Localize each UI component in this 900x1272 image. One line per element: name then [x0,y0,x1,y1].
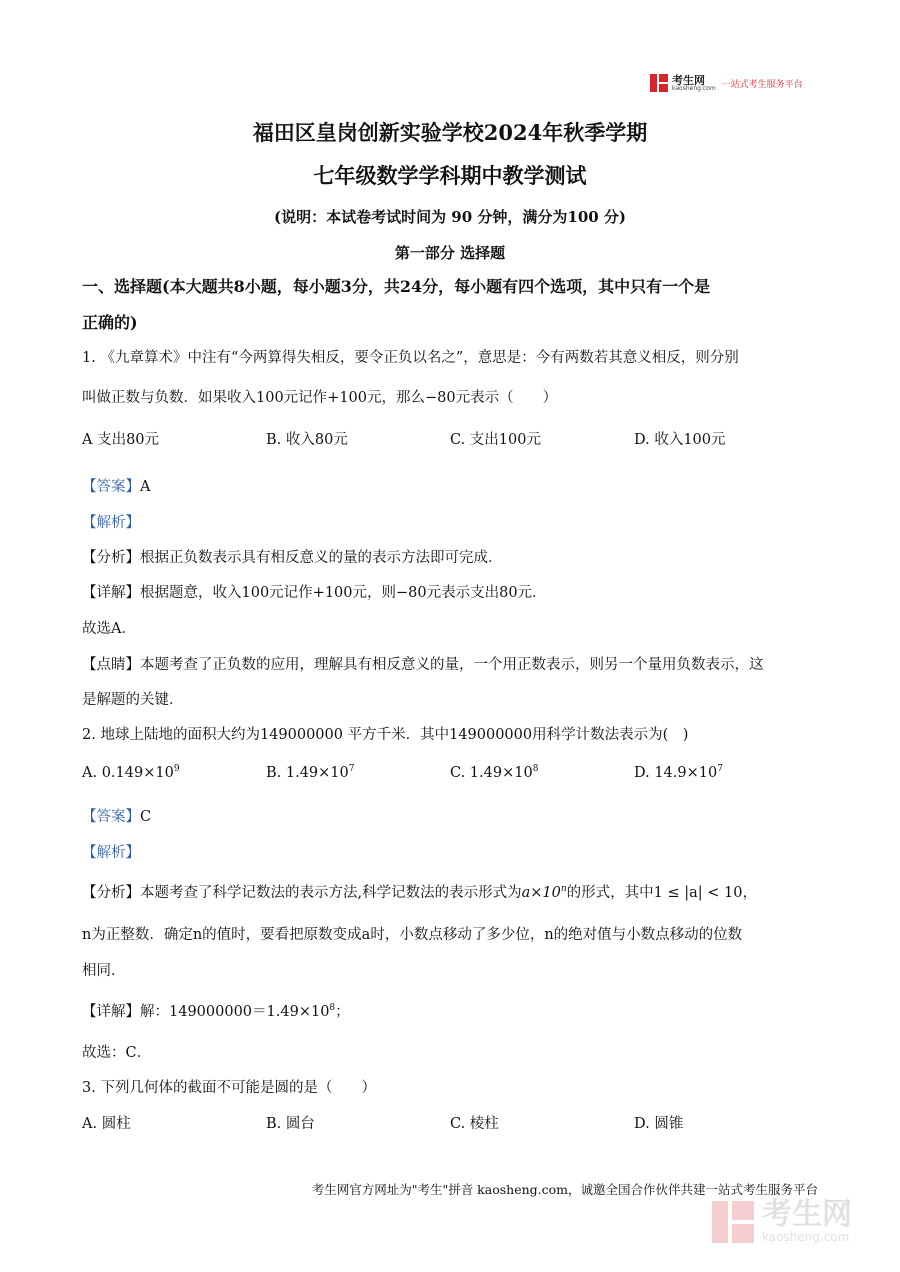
q3-options [82,1112,822,1132]
dianjing-tag: 【点睛】 [82,657,140,673]
logo-url: kaosheng.com [672,84,716,92]
q2-option-d: D. $14.9\times 10^7$ [634,764,723,781]
q1-xiangjie-text: 根据题意，收入100元记作+100元，则−80元表示支出80元． [140,585,547,601]
q2-guxuan: 故选：C． [82,1045,152,1061]
q1-analysis-tag: 【解析】 [82,515,140,531]
q2-fenxi-end: 相同． [82,963,126,979]
q1-guxuan: 故选A． [82,621,136,637]
q2-fenxi-cont: n为正整数．确定n的值时，要看把原数变成a时，小数点移动了多少位，n的绝对值与小数点移动的位数 [82,927,743,943]
q1-xiangjie [82,581,822,602]
section-heading: 一、选择题(本大题共8小题，每小题3分，共24分，每小题有四个选项，其中只有一个是 [82,277,711,296]
q2-xiangjie: 【详解】解：$149000000=1.49\times 10^8$； [82,1003,350,1020]
q3-option-a: A. 圆柱 [82,1116,131,1132]
fenxi-tag: 【分析】 [82,550,140,566]
q3-option-b: B. 圆台 [266,1116,315,1132]
q3-stem: 3. 下列几何体的截面不可能是圆的是（ ） [82,1080,376,1096]
q1-stem-cont: 叫做正数与负数．如果收入100元记作+100元，那么−80元表示（ ） [82,390,558,406]
section-heading-cont: 正确的) [82,313,138,332]
header-logo [650,72,803,94]
watermark [712,1197,852,1244]
fenxi-tag: 【分析】 [82,885,140,901]
q1-option-a: A 支出80元 [82,432,160,448]
q2-fenxi: 【分析】本题考查了科学记数法的表示方法,科学记数法的表示形式为$a\times 10^n$的形式，其中1 ≤ |a| < 10， [82,884,757,901]
q1-fenxi [82,546,822,567]
q1-answer [82,475,822,496]
q2-stem: 2. 地球上陆地的面积大约为149000000 平方千米．其中149000000用科学计数法表示为( ) [82,727,689,743]
q2-option-a: A. $0.149\times 10^9$ [82,764,180,781]
exam-title-subject: 七年级数学学科期中教学测试 [313,163,587,188]
q3-option-c: C. 棱柱 [450,1116,499,1132]
watermark-name: 考生网 [762,1197,852,1232]
q2-analysis-tag: 【解析】 [82,845,140,861]
watermark-url: kaosheng.com [762,1230,850,1244]
q1-options [82,428,822,448]
q2-answer-value: C [140,809,152,825]
q1-dianjing-text: 本题考查了正负数的应用，理解具有相反意义的量，一个用正数表示，则另一个量用负数表示，这 [140,657,764,673]
q1-fenxi-text: 根据正负数表示具有相反意义的量的表示方法即可完成． [140,550,503,566]
watermark-logo-icon [712,1201,754,1243]
logo-name: 考生网 [672,73,705,87]
xiangjie-tag: 【详解】 [82,1004,140,1020]
q1-option-b: B. 收入80元 [266,432,348,448]
q2-answer [82,805,822,826]
part-heading: 第一部分 选择题 [394,244,506,262]
q1-answer-value: A [140,479,151,495]
q1-stem: 1. 《九章算术》中注有“今两算得失相反，要令正负以名之”，意思是：今有两数若其意义相反，则分别 [82,350,739,366]
q3-option-d: D. 圆锥 [634,1116,684,1132]
q1-option-c: C. 支出100元 [450,432,541,448]
exam-title-school: 福田区皇岗创新实验学校2024年秋季学期 [252,120,648,145]
xiangjie-tag: 【详解】 [82,585,140,601]
answer-tag: 【答案】 [82,479,140,495]
q2-option-b: B. $1.49\times 10^7$ [266,764,355,781]
footer-text: 考生网官方网址为"考生"拼音 kaosheng.com，诚邀全国合作伙伴共建一站式考生服务平台 [311,1182,818,1197]
q2-option-c: C. $1.49\times 10^8$ [450,764,539,781]
logo-slogan: 一站式考生服务平台 [721,79,803,90]
exam-note: (说明：本试卷考试时间为 90 分钟，满分为100 分) [273,208,627,226]
q1-option-d: D. 收入100元 [634,432,726,448]
q2-options [82,764,822,786]
q1-dianjing-cont: 是解题的关键． [82,692,184,708]
q1-dianjing [82,653,822,674]
answer-tag: 【答案】 [82,809,140,825]
kaosheng-logo-icon [650,74,668,92]
